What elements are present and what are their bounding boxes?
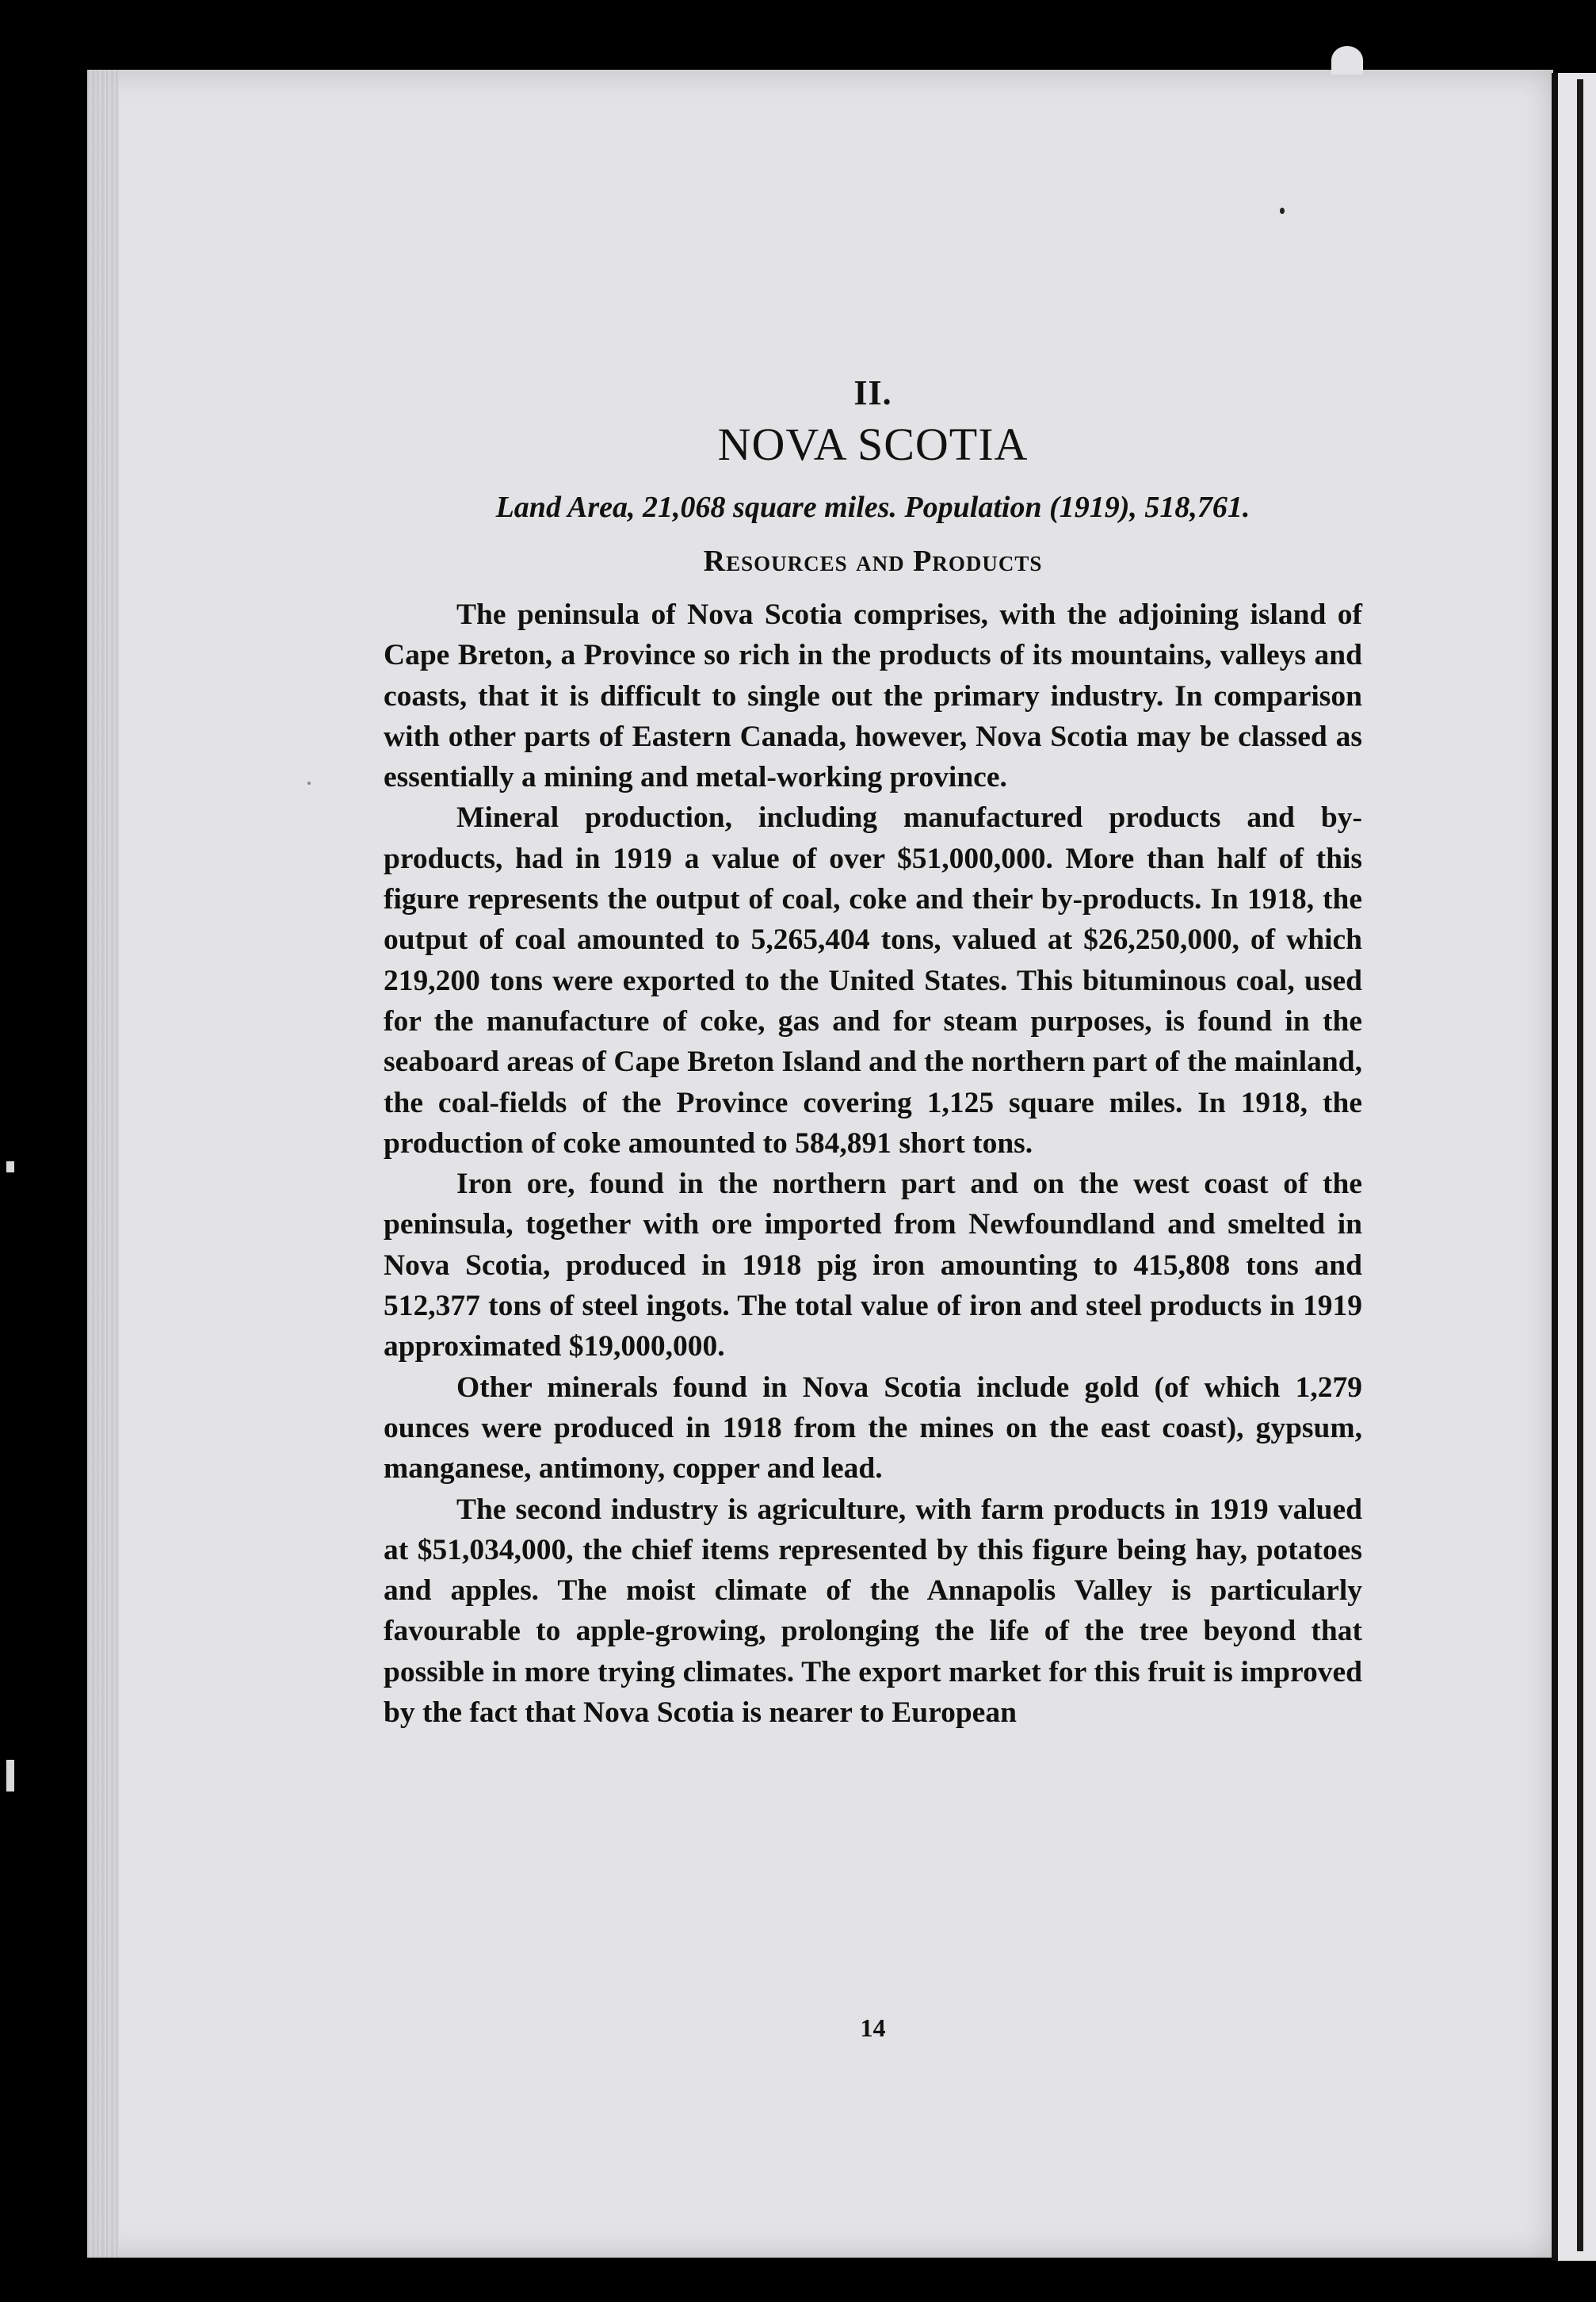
speck-mark	[307, 782, 311, 785]
chapter-number: II.	[853, 373, 892, 412]
edge-mark	[6, 1760, 14, 1792]
section-heading: Resources and Products	[703, 545, 1043, 578]
scan-artifact	[1331, 46, 1363, 75]
right-page-shadow	[1577, 79, 1583, 2251]
chapter-title: NOVA SCOTIA	[717, 419, 1029, 470]
edge-mark	[6, 1161, 14, 1172]
right-page-edge	[1552, 73, 1596, 2261]
paragraph: The peninsula of Nova Scotia comprises, with the adjoining island of Cape Breton, a Province so rich in the products of its mountains, valleys and coasts, that it is difficult to single out the primary industry. In comparison with other parts of Eastern Canada, however, Nova Scotia may be classed as essentially a mining and metal-working province.	[384, 598, 1362, 794]
page-content	[384, 373, 1362, 2042]
paragraph: Mineral production, including manufactured products and by-products, had in 1919 a value of over $51,000,000. More than half of this figure represents the output of coal, coke and their by-products. In 1918, the output of coal amounted to 5,265,404 tons, valued at $26,250,000, of which 219,200 tons were exported to the United States. This bituminous coal, used for the manufacture of coke, gas and for steam purposes, is found in the seaboard areas of Cape Breton Island and the northern part of the mainland, the coal-fields of the Province covering 1,125 square miles. In 1918, the production of coke amounted to 584,891 short tons.	[384, 801, 1362, 1160]
page-binding-edge	[87, 70, 119, 2258]
paragraph: Iron ore, found in the northern part and on the west coast of the peninsula, together with ore imported from Newfoundland and smelted in Nova Scotia, produced in 1918 pig iron amounting to 415,808 tons and 512,377 tons of steel ingots. The total value of iron and steel products in 1919 approximated $19,000,000.	[384, 1168, 1362, 1363]
paragraph: Other minerals found in Nova Scotia include gold (of which 1,279 ounces were produced in 1918 from the mines on the east coast), gypsum, manganese, antimony, copper and lead.	[384, 1371, 1362, 1486]
speck-mark	[1280, 208, 1285, 214]
chapter-subtitle: Land Area, 21,068 square miles. Population (1919), 518,761.	[495, 491, 1250, 524]
paragraph: The second industry is agriculture, with farm products in 1919 valued at $51,034,000, the chief items represented by this figure being hay, potatoes and apples. The moist climate of the Annapolis Valley is particularly favourable to apple-growing, prolonging the life of the tree beyond that possible in more trying climates. The export market for this fruit is improved by the fact that Nova Scotia is nearer to European	[384, 1493, 1362, 1730]
page-number: 14	[860, 2013, 886, 2042]
